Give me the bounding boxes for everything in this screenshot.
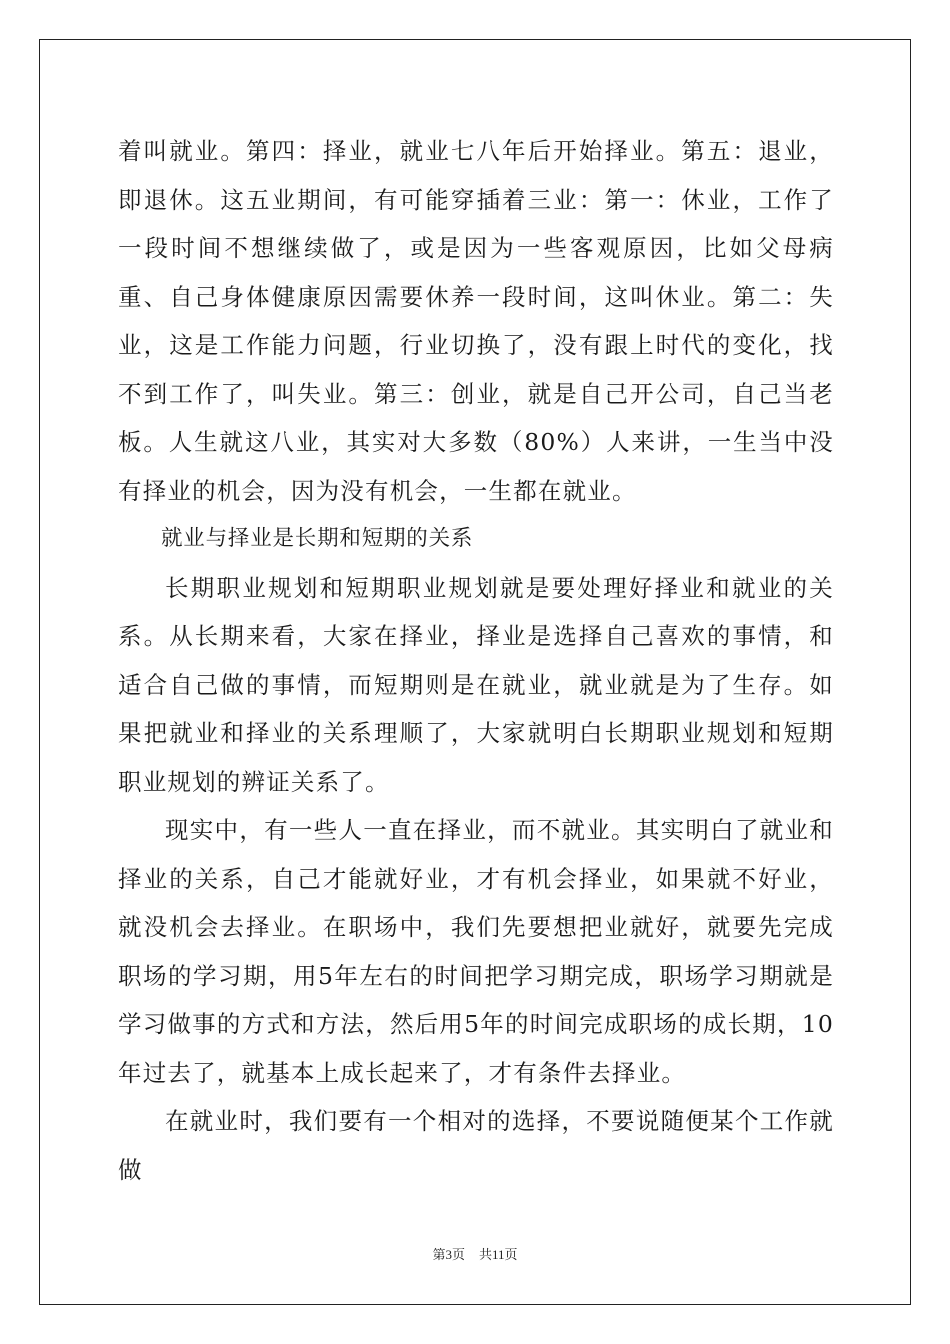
page-footer xyxy=(0,1244,950,1263)
page-total: 共11页 xyxy=(478,1247,518,1262)
paragraph: 长期职业规划和短期职业规划就是要处理好择业和就业的关系。从长期来看，大家在择业，择业是选择自己喜欢的事情，和适合自己做的事情，而短期则是在就业，就业就是为了生存。如果把就业和择业的关系理顺了，大家就明白长期职业规划和短期职业规划的辨证关系了。 xyxy=(118,573,834,796)
section-heading: 就业与择业是长期和短期的关系 xyxy=(161,526,474,551)
paragraph-continuation: 着叫就业。第四：择业，就业七八年后开始择业。第五：退业，即退休。这五业期间，有可能穿插着三业：第一：休业，工作了一段时间不想继续做了，或是因为一些客观原因，比如父母病重、自己身体健康原因需要休养一段时间，这叫休业。第二：失业，这是工作能力问题，行业切换了，没有跟上时代的变化，找不到工作了，叫失业。第三：创业，就是自己开公司，自己当老板。人生就这八业，其实对大多数（80%）人来讲，一生当中没有择业的机会，因为没有机会，一生都在就业。 xyxy=(118,137,834,505)
document-body xyxy=(118,127,834,1194)
page-number: 第3页 xyxy=(432,1247,465,1262)
paragraph: 在就业时，我们要有一个相对的选择，不要说随便某个工作就做 xyxy=(118,1107,834,1184)
paragraph: 现实中，有一些人一直在择业，而不就业。其实明白了就业和择业的关系，自己才能就好业，才有机会择业，如果就不好业，就没机会去择业。在职场中，我们先要想把业就好，就要先完成职场的学习期，用5年左右的时间把学习期完成，职场学习期就是学习做事的方式和方法，然后用5年的时间完成职场的成长期，10年过去了，就基本上成长起来了，才有条件去择业。 xyxy=(118,816,834,1087)
